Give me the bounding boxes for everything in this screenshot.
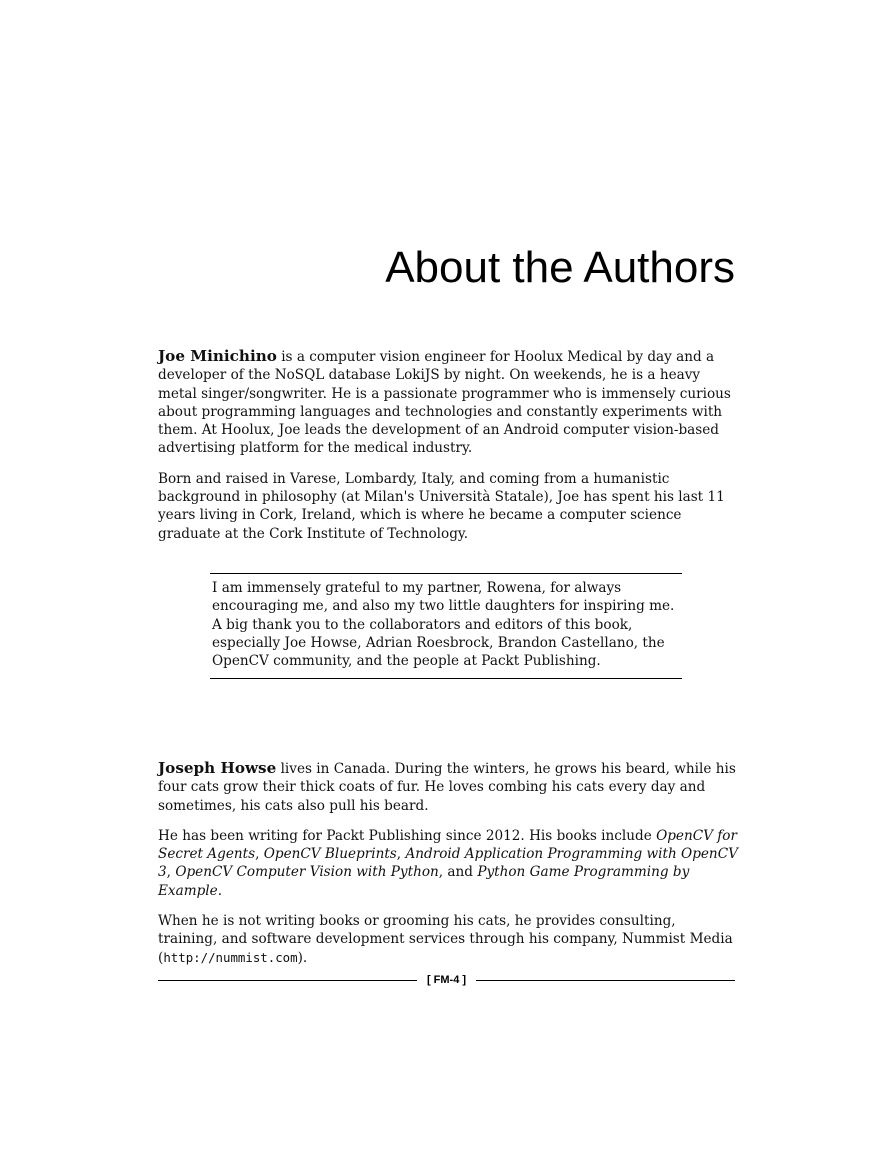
bio-text: is a computer vision engineer for Hoolux Medical by day and a developer of the NoSQL database LokiJS by night. On weekends, he is a heavy metal singer/songwriter. He is a passionate programmer who is immensely curious about programming languages and technologies and constantly experiments with them. At Hoolux, Joe leads the development of an Android computer vision-based advertising platform for the medical industry.: [158, 349, 731, 457]
services-paragraph: [158, 912, 738, 967]
separator: ,: [255, 846, 264, 863]
separator: .: [217, 882, 223, 899]
page-title: About the Authors: [385, 243, 735, 292]
bio-paragraph: [158, 347, 738, 458]
website-link[interactable]: http://nummist.com: [163, 949, 298, 965]
bio-paragraph: Born and raised in Varese, Lombardy, Italy, and coming from a humanistic background in philosophy (at Milan's Università Statale), Joe has spent his last 11 years living in Cork, Ireland, which is where he became a computer science graduate at the Cork Institute of Technology.: [158, 470, 725, 542]
books-paragraph: [158, 827, 738, 900]
bio-text: lives in Canada. During the winters, he grows his beard, while his four cats grow their thick coats of fur. He loves combing his cats every day and sometimes, his cats also pull his beard.: [158, 761, 736, 814]
services-end: ).: [297, 949, 308, 966]
book-title: Android Application Programming with OpenCV 3: [158, 846, 738, 881]
services-text: When he is not writing books or grooming his cats, he provides consulting, training, and software development services through his company, Nummist Media (: [158, 913, 733, 966]
author-name: Joseph Howse: [158, 759, 277, 777]
books-intro: He has been writing for Packt Publishing since 2012. His books include: [158, 827, 657, 844]
page-footer: [158, 971, 735, 989]
book-title: OpenCV Blueprints: [263, 846, 397, 863]
acknowledgment-text: I am immensely grateful to my partner, Rowena, for always encouraging me, and also my two little daughters for inspiring me. A big thank you to the collaborators and editors of this book, especially Joe Howse, Adrian Roesbrock, Brandon Castellano, the OpenCV community, and the people at Packt Publishing.: [212, 580, 675, 670]
book-title: OpenCV for Secret Agents: [158, 827, 737, 863]
author-section-minichino: [158, 347, 738, 555]
footer-rule-left: [158, 980, 417, 981]
book-title: Python Game Programming by Example: [158, 864, 690, 899]
separator: ,: [166, 864, 176, 881]
bio-paragraph: [158, 759, 738, 815]
page-number: [ FM-4 ]: [426, 974, 467, 986]
acknowledgment-box: [210, 573, 682, 679]
separator: ,: [396, 846, 406, 863]
author-name: Joe Minichino: [158, 347, 277, 365]
book-title: OpenCV Computer Vision with Python: [175, 864, 439, 881]
footer-rule-right: [476, 980, 735, 981]
separator: , and: [438, 864, 478, 881]
author-section-howse: [158, 759, 738, 979]
